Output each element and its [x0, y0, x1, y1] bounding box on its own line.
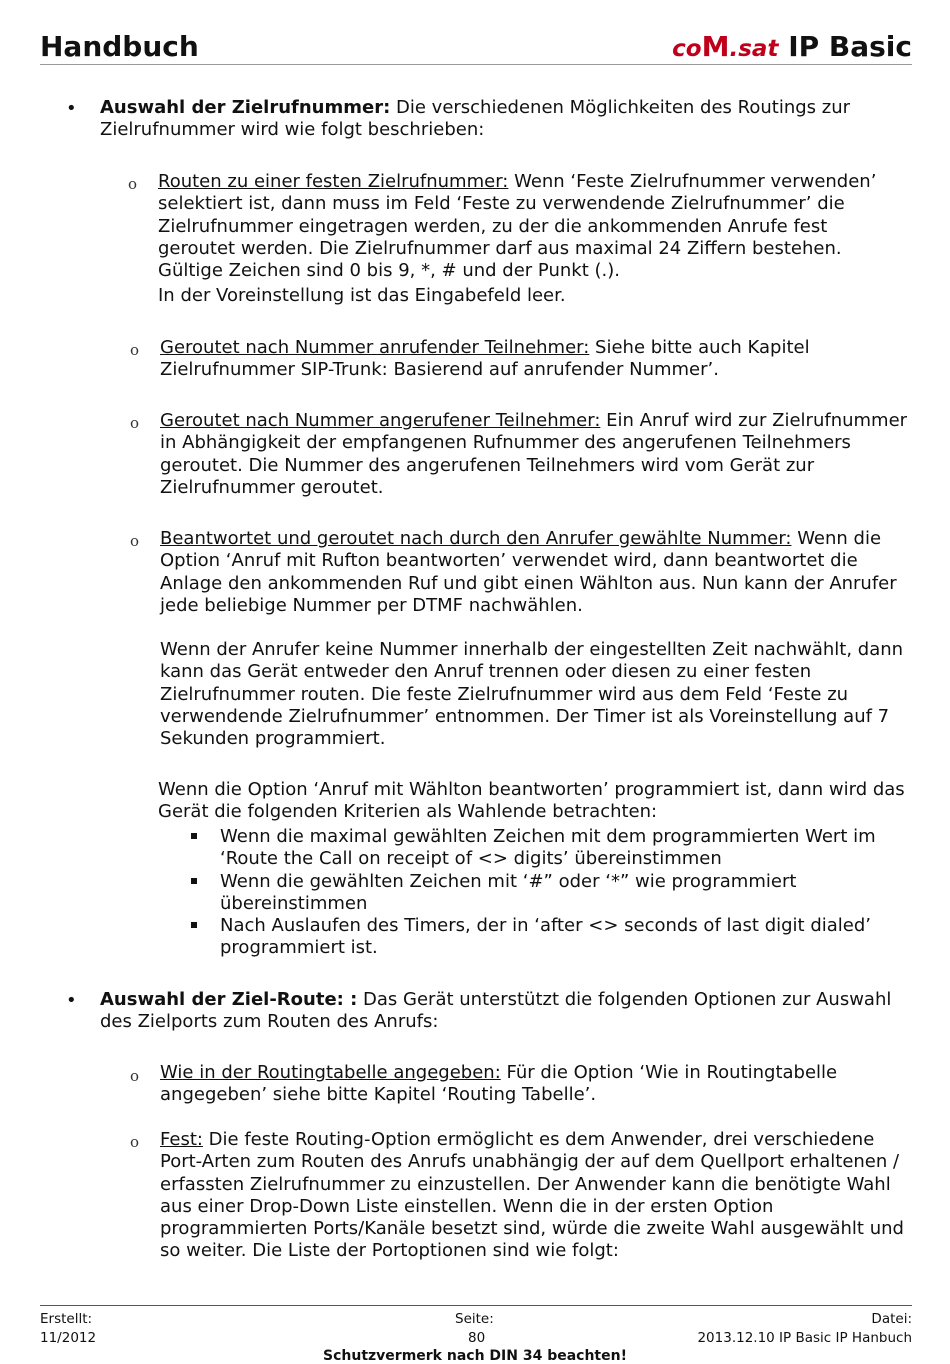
bullet-icon: •: [66, 990, 77, 1011]
logo-m: M: [701, 30, 730, 63]
item-label: Geroutet nach Nummer anrufender Teilnehmer:: [160, 337, 590, 358]
bullet-icon: •: [66, 98, 77, 119]
item-label: Beantwortet und geroutet nach durch den Anrufer gewählte Nummer:: [160, 528, 792, 549]
circle-bullet-icon: o: [130, 414, 140, 432]
section-text: Die verschiedenen Möglichkeiten des Routings zur Zielrufnummer wird wie folgt beschrieben:: [100, 97, 851, 141]
brand-logo: [672, 30, 912, 63]
item-gewaehlte-nummer: [160, 528, 912, 617]
footer-page-label: Seite:: [455, 1311, 494, 1327]
footer-created-label: Erstellt:: [40, 1311, 93, 1327]
circle-bullet-icon: o: [130, 1133, 140, 1151]
header-product: IP Basic: [788, 30, 912, 63]
item-label: Routen zu einer festen Zielrufnummer:: [158, 171, 509, 192]
item-text: Wenn ‘Feste Zielrufnummer verwenden’ selektiert ist, dann muss im Feld ‘Feste zu verwendende Zielrufnummer’ die Zielrufnummer eingetragen werden, zu der die ankommenden Anrufe fest geroutet werden. Die Zielrufnummer darf aus maximal 24 Ziffern bestehen. Gültige Zeichen sind 0 bis 9, *, # und der Punkt (.).: [158, 171, 877, 282]
square-bullet-icon: [191, 878, 197, 884]
footer-file-value: 2013.12.10 IP Basic IP Hanbuch: [697, 1330, 912, 1346]
item-routingtabelle: [160, 1062, 910, 1107]
item-anrufender-teilnehmer: [160, 337, 910, 382]
section-zielrufnummer: [100, 97, 910, 142]
logo-dot: .: [729, 36, 739, 62]
item-paragraph: Wenn die Option ‘Anruf mit Wählton beantworten’ programmiert ist, dann wird das Gerät die folgenden Kriterien als Wahlende betrachten:: [158, 779, 905, 823]
item-label: Fest:: [160, 1129, 203, 1150]
item-label: Wie in der Routingtabelle angegeben:: [160, 1062, 501, 1083]
square-bullet-icon: [191, 922, 197, 928]
item-label: Geroutet nach Nummer angerufener Teilnehmer:: [160, 410, 601, 431]
logo-co: co: [672, 36, 702, 62]
footer-file-label: Datei:: [871, 1311, 912, 1327]
item-text: Wenn die Option ‘Anruf mit Rufton beantworten’ verwendet wird, dann beantwortet die Anlage den ankommenden Ruf und gibt einen Wählton aus. Nun kann der Anrufer jede beliebige Nummer per DTMF nachwählen.: [160, 528, 897, 616]
list-item: Wenn die gewählten Zeichen mit ‘#” oder ‘*” wie programmiert übereinstimmen: [220, 871, 797, 915]
item-fest: [160, 1129, 912, 1263]
item-text: Die feste Routing-Option ermöglicht es dem Anwender, drei verschiedene Port-Arten zum Routen des Anrufs unabhängig der auf dem Quellport erhaltenen / erfassten Zielrufnummer zu einzustellen. Der Anwender kann die benötigte Wahl aus einer Drop-Down Liste einstellen. Wenn die in der ersten Option programmierten Ports/Kanäle besetzt sind, würde die zweite Wahl ausgewählt und so weiter. Die Liste der Portoptionen sind wie folgt:: [160, 1129, 904, 1262]
square-bullet-icon: [191, 833, 197, 839]
page-header: [40, 28, 912, 65]
footer-divider: [40, 1305, 912, 1306]
logo-sat: sat: [738, 36, 779, 62]
item-feste-zielrufnummer: [158, 171, 910, 282]
section-text: Das Gerät unterstützt die folgenden Optionen zur Auswahl des Zielports zum Routen des Anrufs:: [100, 989, 892, 1033]
list-item: Wenn die maximal gewählten Zeichen mit dem programmierten Wert im ‘Route the Call on receipt of <> digits’ übereinstimmen: [220, 826, 876, 870]
circle-bullet-icon: o: [128, 175, 138, 193]
footer-notice: Schutzvermerk nach DIN 34 beachten!: [323, 1348, 627, 1364]
circle-bullet-icon: o: [130, 532, 140, 550]
circle-bullet-icon: o: [130, 1067, 140, 1085]
section-ziel-route: [100, 989, 912, 1034]
item-paragraph: Wenn der Anrufer keine Nummer innerhalb der eingestellten Zeit nachwählt, dann kann das Gerät entweder den Anruf trennen oder diesen zu einer festen Zielrufnummer routen. Die feste Zielrufnummer wird aus dem Feld ‘Feste zu verwendende Zielrufnummer’ entnommen. Der Timer ist als Voreinstellung auf 7 Sekunden programmiert.: [160, 639, 904, 750]
circle-bullet-icon: o: [130, 341, 140, 359]
item-angerufener-teilnehmer: [160, 410, 910, 499]
section-label: Auswahl der Zielrufnummer:: [100, 97, 391, 118]
footer-page-number: 80: [468, 1330, 486, 1346]
list-item: Nach Auslaufen des Timers, der in ‘after <> seconds of last digit dialed’ programmiert ist.: [220, 915, 872, 959]
item-text: Für die Option ‘Wie in Routingtabelle angegeben’ siehe bitte Kapitel ‘Routing Tabelle’.: [160, 1062, 838, 1106]
footer-created-value: 11/2012: [40, 1330, 97, 1346]
item-text: Siehe bitte auch Kapitel Zielrufnummer SIP-Trunk: Basierend auf anrufender Nummer’.: [160, 337, 810, 381]
item-note: In der Voreinstellung ist das Eingabefeld leer.: [158, 285, 566, 306]
header-title: Handbuch: [40, 30, 199, 63]
item-text: Ein Anruf wird zur Zielrufnummer in Abhängigkeit der empfangenen Rufnummer des angerufenen Teilnehmers geroutet. Die Nummer des angerufenen Teilnehmers wird vom Gerät zur Zielrufnummer geroutet.: [160, 410, 908, 498]
section-label: Auswahl der Ziel-Route: :: [100, 989, 358, 1010]
